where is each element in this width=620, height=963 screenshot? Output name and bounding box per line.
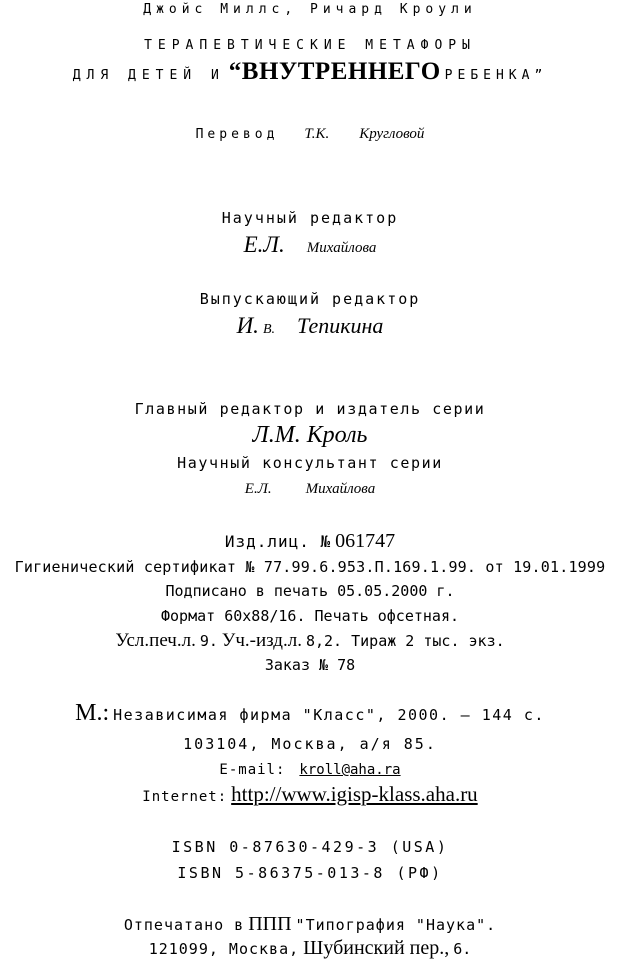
publisher-city: М.: — [75, 700, 110, 726]
sheets-uch: Уч.-изд.л. — [221, 630, 302, 651]
release-editor-initials-2: В. — [262, 322, 275, 337]
license-number: 061747 — [335, 530, 396, 552]
printer-line-2 — [0, 937, 620, 960]
title-line-2 — [0, 58, 620, 86]
sheets-usl-value: 9. — [199, 632, 218, 650]
consultant-name-line — [0, 480, 620, 498]
printer-ppp: ППП — [248, 913, 292, 935]
printer-house: 6. — [453, 940, 472, 958]
order-number: Заказ № 78 — [264, 656, 356, 674]
publisher-address: 103104, Москва, а/я 85. — [183, 735, 437, 753]
email-line — [0, 761, 620, 779]
title-line-2-pre: ДЛЯ ДЕТЕЙ И — [72, 68, 225, 83]
title-line-1: ТЕРАПЕВТИЧЕСКИЕ МЕТАФОРЫ — [144, 38, 476, 53]
consultant-initials: Е.Л. — [244, 481, 272, 497]
internet-link[interactable]: http://www.igisp-klass.aha.ru — [231, 782, 478, 806]
license-line — [0, 530, 620, 553]
science-editor-initials: Е.Л. — [243, 232, 285, 257]
translation-line — [0, 125, 620, 143]
email-link[interactable]: kroll@aha.ra — [299, 762, 401, 778]
chief-editor-name: Л.М. Кроль — [252, 422, 368, 448]
chief-editor-label: Главный редактор и издатель серии — [134, 400, 486, 418]
license-label: Изд.лиц. № — [224, 532, 332, 551]
consultant-label: Научный консультант серии — [177, 454, 443, 472]
printer-city: 121099, Москва, — [148, 940, 300, 958]
printer-line-1 — [0, 913, 620, 936]
translation-name: Кругловой — [359, 126, 425, 142]
science-editor-name: Михайлова — [306, 240, 377, 256]
printer-name: "Типография "Наука". — [295, 916, 497, 934]
signed-date: Подписано в печать 05.05.2000 г. — [165, 582, 455, 600]
translation-label: Перевод — [195, 127, 279, 142]
title-line-2-post: РЕБЕНКА” — [444, 68, 548, 83]
printer-street: Шубинский пер., — [303, 937, 450, 959]
internet-line — [0, 782, 620, 807]
printer-label: Отпечатано в — [123, 916, 245, 934]
publisher-line — [0, 700, 620, 727]
sheets-line — [0, 630, 620, 652]
release-editor-initials: И. — [236, 313, 259, 338]
format-line: Формат 60x88/16. Печать офсетная. — [160, 607, 459, 625]
sheets-uch-value: 8,2. Тираж 2 тыс. экз. — [305, 632, 505, 650]
email-label: E-mail: — [219, 762, 286, 778]
release-editor-name: Тепикина — [297, 313, 384, 338]
translation-initials: Т.К. — [304, 126, 330, 142]
internet-label: Internet: — [142, 789, 228, 805]
isbn-usa: ISBN 0-87630-429-3 (USA) — [171, 838, 449, 856]
isbn-rf: ISBN 5-86375-013-8 (РФ) — [177, 864, 443, 882]
science-editor-name-line — [0, 232, 620, 258]
release-editor-label: Выпускающий редактор — [199, 290, 421, 308]
science-editor-label: Научный редактор — [221, 209, 399, 227]
consultant-name: Михайлова — [305, 481, 376, 497]
sheets-usl: Усл.печ.л. — [115, 630, 196, 651]
hygiene-certificate: Гигиенический сертификат № 77.99.6.953.П.169.1.99. от 19.01.1999 — [14, 558, 606, 576]
release-editor-name-line — [0, 313, 620, 339]
publisher-name: Независимая фирма "Класс", 2000. — 144 с. — [113, 706, 545, 724]
title-line-2-big: “ВНУТРЕННЕГО — [228, 58, 441, 85]
authors: Джойс Миллс, Ричард Кроули — [143, 2, 477, 17]
